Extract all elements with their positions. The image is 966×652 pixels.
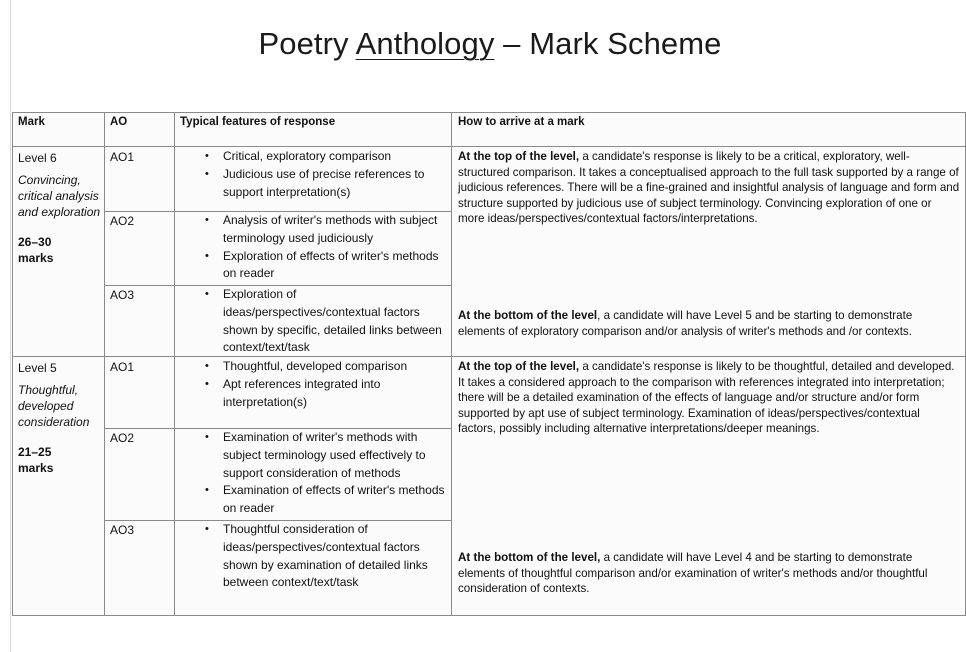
- level6-bottom-guidance: [458, 308, 961, 339]
- level5-top-text: a candidate's response is likely to be thoughtful, detailed and developed. It takes a considered approach to the comparison with references integrated into interpretation; there will be a detailed examination of the effects of language and/or structure and/or form supported by apt use of subject terminology. Examination of ideas/perspectives/contextual factors, possibly including alternative interpretations/deeper meanings.: [458, 360, 955, 436]
- header-ao: AO: [110, 116, 128, 128]
- col-divider-1: [104, 112, 105, 616]
- level6-ao1-features: [202, 148, 447, 201]
- level6-mark-cell: [18, 150, 102, 266]
- level6-name: Level 6: [18, 151, 57, 165]
- table-border-bottom: [12, 615, 966, 616]
- level5-mark-cell: [18, 360, 102, 476]
- level5-top-lead: At the top of the level,: [458, 360, 580, 373]
- title-prefix: Poetry: [258, 26, 356, 61]
- level5-ao1-label: AO1: [110, 360, 135, 374]
- level5-name: Level 5: [18, 361, 57, 375]
- level6-ao3-features: [202, 286, 447, 357]
- level5-ao2-label: AO2: [110, 431, 135, 445]
- level6-ao3-label: AO3: [110, 288, 135, 302]
- level5-bottom-guidance: [458, 550, 961, 597]
- list-item: • Examination of effects of writer's methods on reader: [202, 482, 447, 518]
- level5-ao1-features: [202, 358, 447, 411]
- level6-marks: 26–30 marks: [18, 235, 54, 265]
- level-divider: [12, 356, 966, 357]
- level6-descriptor: Convincing, critical analysis and exploration: [18, 173, 101, 219]
- level5-marks: 21–25 marks: [18, 445, 54, 475]
- level5-bottom-text: a candidate will have Level 4 and be starting to demonstrate elements of thoughtful comparison and/or examination of writer's methods and/or thoughtful consideration of contexts.: [458, 551, 928, 596]
- header-divider: [12, 146, 966, 147]
- page-left-edge: [10, 0, 11, 652]
- level6-top-guidance: [458, 149, 961, 227]
- level5-bottom-lead: At the bottom of the level,: [458, 551, 601, 564]
- list-item: • Exploration of effects of writer's methods on reader: [202, 248, 447, 284]
- level5-ao3-label: AO3: [110, 523, 135, 537]
- header-how: How to arrive at a mark: [458, 116, 585, 128]
- list-item: • Critical, exploratory comparison: [202, 148, 447, 166]
- list-item: • Thoughtful, developed comparison: [202, 358, 447, 376]
- title-rest: – Mark Scheme: [494, 26, 722, 61]
- table-border-left: [12, 112, 13, 616]
- level6-ao2-label: AO2: [110, 214, 135, 228]
- level5-ao2-features: [202, 429, 447, 518]
- level6-bottom-lead: At the bottom of the level: [458, 309, 598, 322]
- list-item: • Apt references integrated into interpretation(s): [202, 376, 447, 412]
- header-features: Typical features of response: [180, 116, 336, 128]
- page-title: [0, 26, 966, 62]
- level5-ao3-features: [202, 521, 447, 592]
- list-item: • Analysis of writer's methods with subject terminology used judiciously: [202, 212, 447, 248]
- col-divider-2: [174, 112, 175, 616]
- level6-ao2-features: [202, 212, 447, 283]
- mark-scheme-table: [12, 112, 966, 616]
- col-divider-3: [451, 112, 452, 616]
- list-item: • Judicious use of precise references to support interpretation(s): [202, 166, 447, 202]
- level5-top-guidance: [458, 359, 961, 437]
- level6-bottom-text: , a candidate will have Level 5 and be starting to demonstrate elements of exploratory comparison and/or analysis of writer's methods and /or contexts.: [458, 309, 913, 338]
- list-item: • Thoughtful consideration of ideas/perspectives/contextual factors shown by examination of detailed links between context/text/task: [202, 521, 447, 592]
- header-mark: Mark: [18, 116, 45, 128]
- list-item: • Exploration of ideas/perspectives/contextual factors shown by specific, detailed links between context/text/task: [202, 286, 447, 357]
- title-word-anthology: Anthology: [355, 26, 495, 61]
- level5-descriptor: Thoughtful, developed consideration: [18, 383, 90, 429]
- level6-top-lead: At the top of the level,: [458, 150, 580, 163]
- level6-top-text: a candidate's response is likely to be a critical, exploratory, well-structured comparison. It takes a conceptualised approach to the full task supported by a range of judicious references. There will be a fine-grained and insightful analysis of language and form and structure supported by judicious use of subject terminology. Convincing exploration of one or more ideas/perspectives/contextual factors/interpretations.: [458, 150, 960, 226]
- level6-ao1-label: AO1: [110, 150, 135, 164]
- list-item: • Examination of writer's methods with subject terminology used effectively to support consideration of methods: [202, 429, 447, 482]
- table-border-top: [12, 112, 966, 113]
